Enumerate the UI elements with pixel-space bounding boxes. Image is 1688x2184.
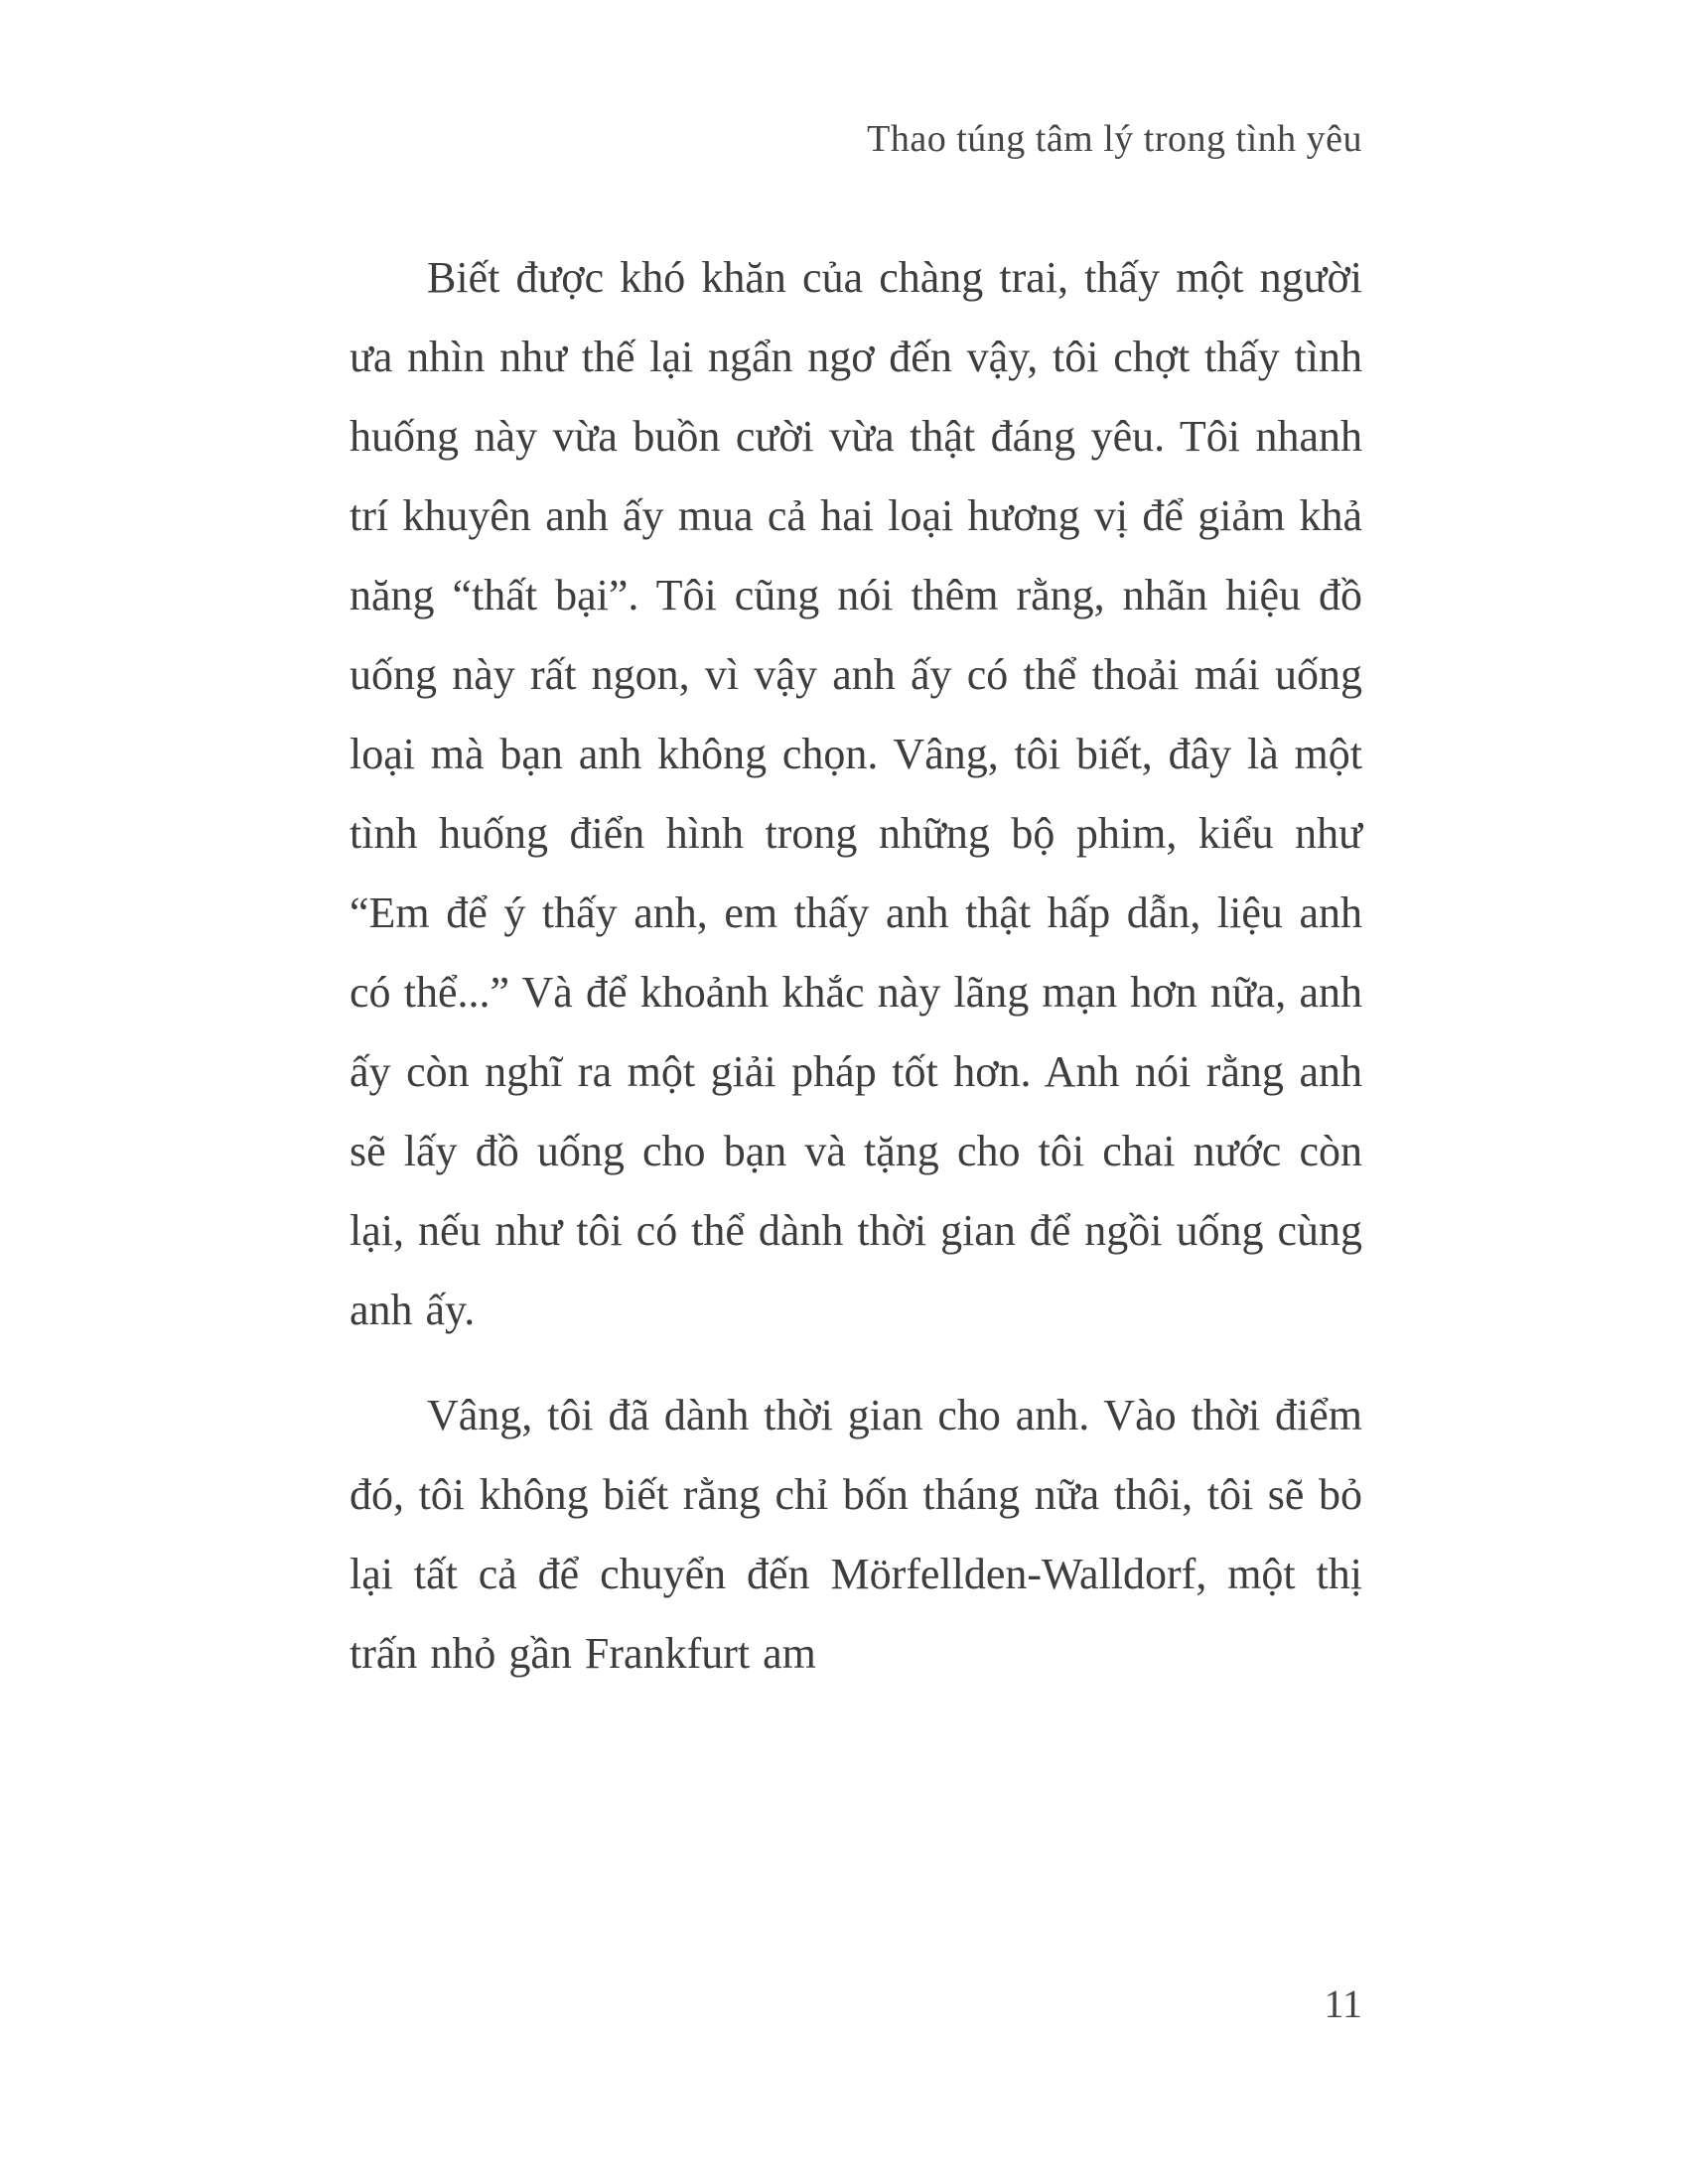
paragraph: Vâng, tôi đã dành thời gian cho anh. Vào thời điểm đó, tôi không biết rằng chỉ bốn tháng nữa thôi, tôi sẽ bỏ lại tất cả để chuyển đến Mörfellden-Walldorf, một thị trấn nhỏ gần Frankfurt am: [350, 1391, 1362, 1678]
page-number: 11: [1324, 1981, 1362, 2026]
running-header: Thao túng tâm lý trong tình yêu: [867, 118, 1362, 160]
body-text: [350, 238, 1362, 1694]
paragraph: Biết được khó khăn của chàng trai, thấy một người ưa nhìn như thế lại ngẩn ngơ đến vậy, tôi chợt thấy tình huống này vừa buồn cười vừa thật đáng yêu. Tôi nhanh trí khuyên anh ấy mua cả hai loại hương vị để giảm khả năng “thất bại”. Tôi cũng nói thêm rằng, nhãn hiệu đồ uống này rất ngon, vì vậy anh ấy có thể thoải mái uống loại mà bạn anh không chọn. Vâng, tôi biết, đây là một tình huống điển hình trong những bộ phim, kiểu như “Em để ý thấy anh, em thấy anh thật hấp dẫn, liệu anh có thể...” Và để khoảnh khắc này lãng mạn hơn nữa, anh ấy còn nghĩ ra một giải pháp tốt hơn. Anh nói rằng anh sẽ lấy đồ uống cho bạn và tặng cho tôi chai nước còn lại, nếu như tôi có thể dành thời gian để ngồi uống cùng anh ấy.: [350, 253, 1362, 1334]
